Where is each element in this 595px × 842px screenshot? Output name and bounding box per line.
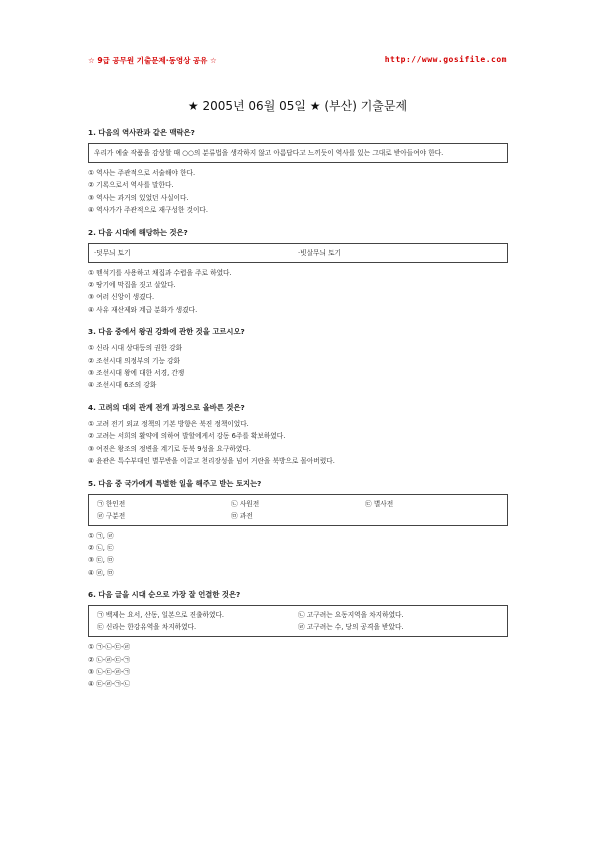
header-url-link[interactable]: http://www.gosifile.com <box>384 55 507 64</box>
header-left-text: ☆ 9급 공무원 기출문제·동영상 공유 ☆ <box>88 56 217 65</box>
question-list <box>88 128 508 702</box>
answer-option-3[interactable]: ③ ㉡-㉢-㉣-㉠ <box>88 667 131 676</box>
answer-option-1[interactable]: ① ㉠, ㉣ <box>88 531 114 540</box>
question-title: 5. 다음 중 국가에게 특별한 일을 해주고 받는 토지는? <box>88 478 262 488</box>
answer-option-1[interactable]: ① 신라 시대 상대등의 권한 강화 <box>88 344 183 353</box>
answer-option-4[interactable]: ④ ㉢-㉣-㉠-㉡ <box>88 680 131 689</box>
box-item: ㉡ 사원전 <box>231 499 260 508</box>
answer-option-2[interactable]: ② ㉡-㉣-㉢-㉠ <box>88 655 131 664</box>
answer-option-2[interactable]: ② 기록으로서 역사를 말한다. <box>88 181 174 190</box>
answer-option-1[interactable]: ① 고려 전기 외교 정책의 기본 방향은 북진 정책이었다. <box>88 419 249 428</box>
box-item: ㉠ 한인전 <box>97 499 126 508</box>
answer-option-2[interactable]: ② 고려는 서희의 활약에 의하여 발할에게서 강동 6주를 확보하였다. <box>88 432 286 441</box>
answer-option-3[interactable]: ③ ㉢, ㉤ <box>88 556 114 565</box>
page-header <box>88 55 507 67</box>
answer-option-3[interactable]: ③ 역사는 과거의 있었던 사실이다. <box>88 193 189 202</box>
question-3 <box>88 327 508 392</box>
box-item: ㉡ 고구려는 요동지역을 차지하였다. <box>298 611 404 620</box>
box-item: ㉢ 별사전 <box>365 499 394 508</box>
answer-option-2[interactable]: ② ㉡, ㉢ <box>88 543 114 552</box>
box-item: ㉤ 과전 <box>231 511 253 520</box>
question-2 <box>88 228 508 317</box>
question-title: 4. 고려의 대외 관계 전개 과정으로 올바른 것은? <box>88 402 245 412</box>
question-passage-box <box>88 494 508 526</box>
answer-option-1[interactable]: ① 뗀석기를 사용하고 채집과 수렵을 주로 하였다. <box>88 268 232 277</box>
box-item: ·빗살무늬 토기 <box>298 248 342 257</box>
answer-option-4[interactable]: ④ 조선시대 6조의 강화 <box>88 381 157 390</box>
question-1 <box>88 128 508 217</box>
answer-option-4[interactable]: ④ 사유 재산제와 계급 분화가 생겼다. <box>88 305 198 314</box>
question-title: 1. 다음의 역사관과 같은 맥락은? <box>88 128 195 137</box>
box-item: ㉣ 구분전 <box>97 511 126 520</box>
page-title: ★ 2005년 06월 05일 ★ (부산) 기출문제 <box>187 99 408 113</box>
question-passage-box <box>88 243 508 263</box>
answer-option-4[interactable]: ④ 역사가가 주관적으로 재구성한 것이다. <box>88 206 208 215</box>
answer-option-2[interactable]: ② 땅기에 막집을 짓고 살았다. <box>88 281 176 290</box>
box-item: ㉣ 고구려는 수, 당의 공격을 받았다. <box>298 623 404 632</box>
box-item: ·덧무늬 토기 <box>94 248 131 257</box>
question-6 <box>88 590 508 691</box>
question-title: 6. 다음 글을 시대 순으로 가장 잘 언결한 것은? <box>88 590 241 600</box>
question-4 <box>88 403 508 468</box>
answer-option-1[interactable]: ① ㉠-㉡-㉢-㉣ <box>88 643 131 652</box>
question-5 <box>88 479 508 580</box>
answer-option-4[interactable]: ④ 윤관은 특수부대인 별무반을 이끌고 천리장성을 넘어 거란을 북방으로 몰아버렸다. <box>88 457 335 466</box>
answer-option-1[interactable]: ① 역사는 주관적으로 서술해야 한다. <box>88 169 196 177</box>
answer-option-3[interactable]: ③ 조선시대 왕에 대한 서경, 간쟁 <box>88 369 185 378</box>
question-title: 3. 다음 중에서 왕권 강화에 관한 것을 고르시오? <box>88 327 245 337</box>
answer-option-2[interactable]: ② 조선시대 의정부의 기능 강화 <box>88 356 181 365</box>
answer-option-4[interactable]: ④ ㉣, ㉤ <box>88 568 114 577</box>
answer-option-3[interactable]: ③ 여러 신앙이 생겼다. <box>88 293 155 302</box>
box-item: ㉠ 백제는 요서, 산동, 일본으로 진출하였다. <box>97 611 225 620</box>
answer-option-3[interactable]: ③ 여진은 왕조의 정변을 계기로 동북 9성을 요구하였다. <box>88 444 251 453</box>
box-item: ㉢ 신라는 한강유역을 차지하였다. <box>97 623 197 632</box>
question-title: 2. 다음 시대에 해당하는 것은? <box>88 227 188 237</box>
question-passage-box <box>88 605 508 637</box>
question-passage-box: 우리가 예술 작품을 감상할 때 ○○의 분류법을 생각하지 않고 아름답다고 느끼듯이 역사를 있는 그대로 받아들여야 한다. <box>88 143 508 163</box>
